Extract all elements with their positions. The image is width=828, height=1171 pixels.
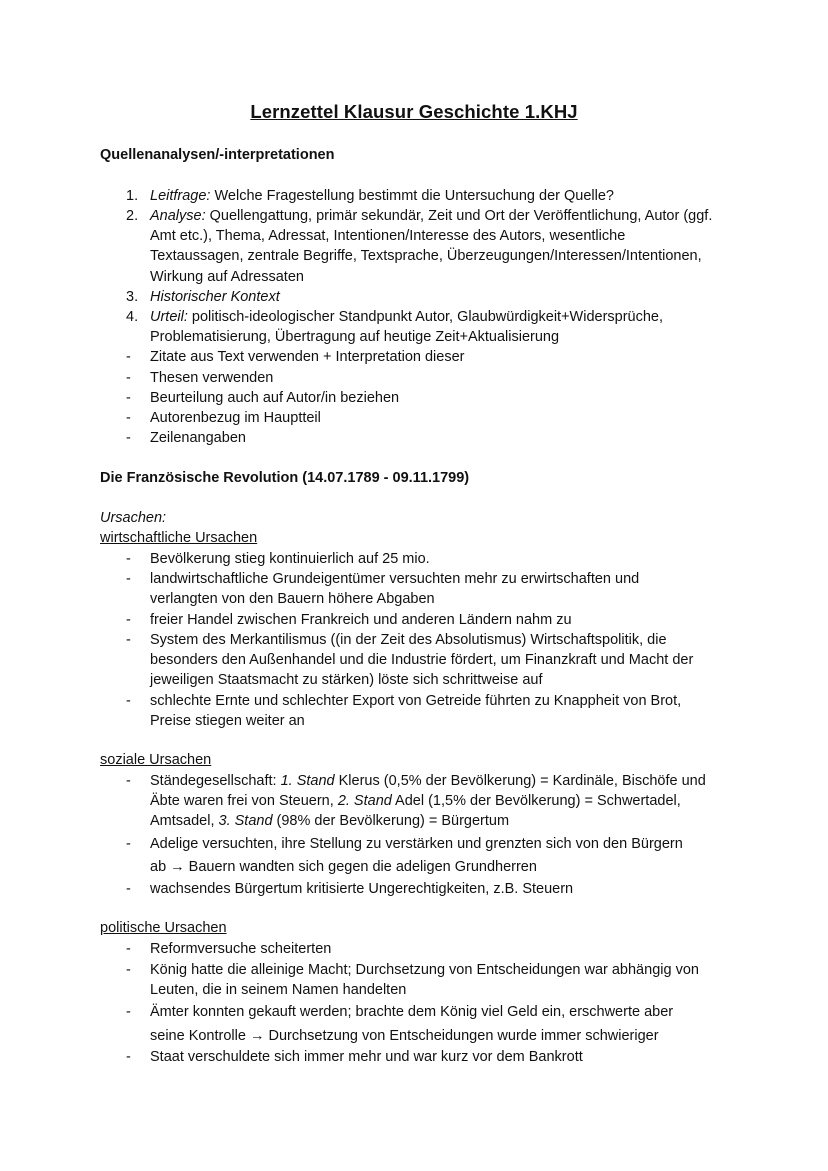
page-title: Lernzettel Klausur Geschichte 1.KHJ bbox=[250, 101, 578, 122]
heading-quellenanalysen: Quellenanalysen/-interpretationen bbox=[100, 147, 335, 163]
subheading-wirtschaftliche-ursachen: wirtschaftliche Ursachen bbox=[100, 530, 258, 546]
subheading-soziale-ursachen: soziale Ursachen bbox=[100, 752, 212, 768]
document-page: Lernzettel Klausur Geschichte 1.KHJ Quellenanalysen/-interpretationen 1. Leitfrage: Welche Fragestellung bestimmt die Untersuchung der Quelle? 2. Analyse: Quellengattung, primär sekundär, Zeit und Ort der Veröffentlichung, Autor (ggf. Amt etc.), Thema, Adressat, Intentionen/Interesse des Autors, wesentliche Textaussagen, zentrale Begriffe, Textsprache, Überzeugungen/Interessen/Intentionen, Wirkung auf Adressaten 3. Historischer Kontext 4. Urteil: politisch-ideologischer Standpunkt Autor, Glaubwürdigkeit+Widersprüche, Problematisierung, Übertragung auf heutige Zeit+Aktualisierung - Zitate aus Text verwenden + Interpretation dieser - Thesen verwenden - Beurteilung auch auf Autor/in beziehen - Autorenbezug im Hauptteil - Zeilenangaben Die Französische Revolution (14.07.1789 - 09.11.1799) Ursachen: wirtschaftliche Ursachen - Bevölkerung stieg kontinuierlich auf 25 mio. - landwirtschaftliche Grundeigentümer versuchten mehr zu erwirtschaften und verlangten von den Bauern höhere Abgaben - freier Handel zwischen Frankreich und anderen Ländern nahm zu - System des Merkantilismus ((in der Zeit des Absolutismus) Wirtschaftspolitik, die besonders den Außenhandel und die Industrie fördert, um Finanzkraft und Macht der jeweiligen Staatsmacht zu stärken) löste sich schrittweise auf - schlechte Ernte und schlechter Export von Getreide führten zu Knappheit von Brot, Preise stiegen weiter an soziale Ursachen - Ständegesellschaft: 1. Stand Klerus (0,5% der Bevölkerung) = Kardinäle, Bischöfe und Äbte waren frei von Steuern, 2. Stand Adel (1,5% der Bevölkerung) = Schwertadel, Amtsadel, 3. Stand (98% der Bevölkerung) = Bürgertum - Adelige versuchten, ihre Stellung zu verstärken und grenzten sich von den Bürgern ab → Bauern wandten sich gegen die adeligen Grundherren - wachsendes Bürgertum kritisierte Ungerechtigkeiten, z.B. Steuern politische Ursachen - Reformversuche scheiterten - König hatte die alleinige Macht; Durchsetzung von Entscheidungen war abhängig von Leuten, die in seinem Namen handelten - Ämter konnten gekauft werden; brachte dem König viel Geld ein, erschwerte aber seine Kontrolle → Durchsetzung von Entscheidungen wurde immer schwieriger - Staat verschuldete sich immer mehr und war kurz vor dem Bankrott bbox=[0, 0, 828, 1171]
ursachen-label: Ursachen: bbox=[100, 510, 167, 526]
subheading-politische-ursachen: politische Ursachen bbox=[100, 920, 227, 936]
heading-franzoesische-revolution: Die Französische Revolution (14.07.1789 - 09.11.1799) bbox=[100, 470, 470, 486]
